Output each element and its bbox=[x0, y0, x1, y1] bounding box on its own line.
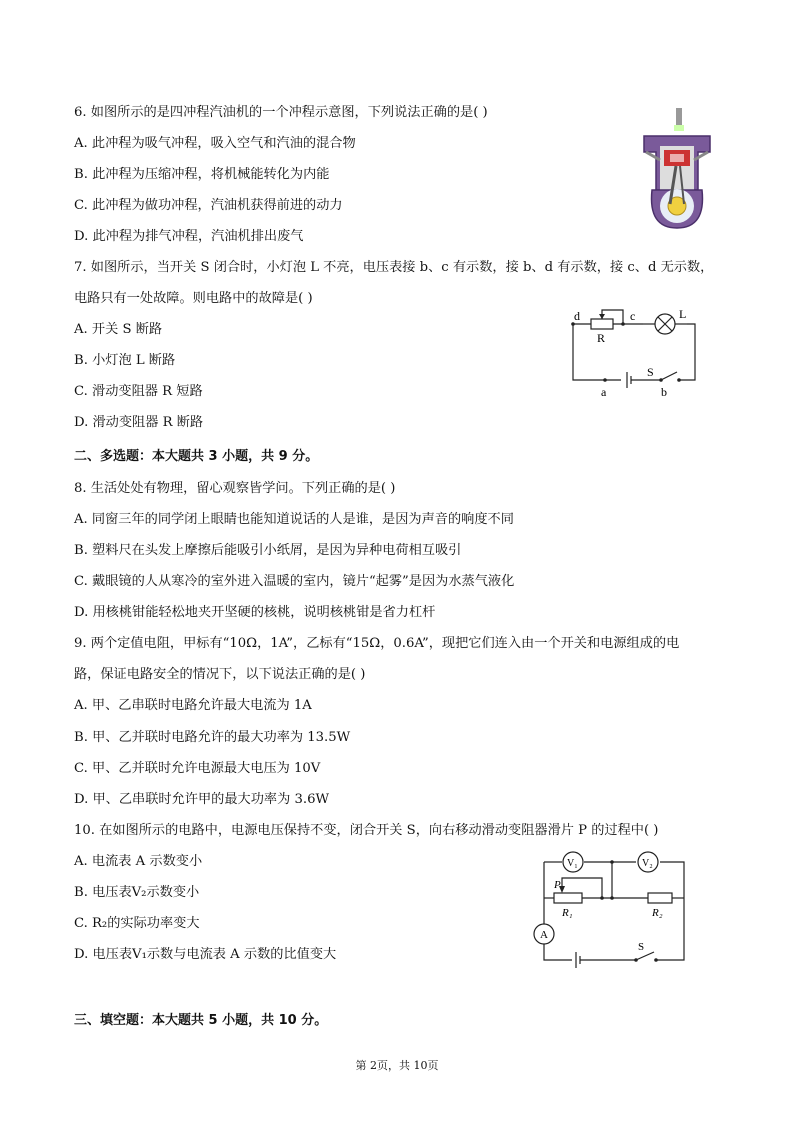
q9-stem-line2: 路，保证电路安全的情况下，以下说法正确的是( ) bbox=[74, 667, 366, 682]
q6-option-c: C. 此冲程为做功冲程，汽油机获得前进的动力 bbox=[74, 198, 343, 213]
q7-label-b: b bbox=[661, 385, 667, 399]
q9-option-b: B. 甲、乙并联时电路允许的最大功率为 13.5W bbox=[74, 730, 351, 745]
q9-option-d: D. 甲、乙串联时允许甲的最大功率为 3.6W bbox=[74, 792, 330, 807]
q7-label-s: S bbox=[647, 365, 654, 379]
q8-stem: 8. 生活处处有物理，留心观察皆学问。下列正确的是( ) bbox=[74, 481, 396, 496]
q9-stem-line1: 9. 两个定值电阻，甲标有“10Ω，1A”，乙标有“15Ω，0.6A”，现把它们连入由一个开关和电源组成的电 bbox=[74, 636, 680, 651]
q8-option-c: C. 戴眼镜的人从寒冷的室外进入温暖的室内，镜片“起雾”是因为水蒸气液化 bbox=[74, 574, 515, 589]
section3-heading: 三、填空题：本大题共 5 小题，共 10 分。 bbox=[74, 1013, 328, 1028]
q7-label-a: a bbox=[601, 385, 607, 399]
q7-stem-line1: 7. 如图所示，当开关 S 闭合时，小灯泡 L 不亮，电压表接 b、c 有示数，接 b、d 有示数，接 c、d 无示数， bbox=[74, 260, 714, 275]
q7-label-l: L bbox=[679, 307, 687, 321]
q9-option-c: C. 甲、乙并联时允许电源最大电压为 10V bbox=[74, 761, 321, 776]
q7-option-c: C. 滑动变阻器 R 短路 bbox=[74, 384, 203, 399]
q9-option-a: A. 甲、乙串联时电路允许最大电流为 1A bbox=[74, 698, 312, 713]
q6-option-b: B. 此冲程为压缩冲程，将机械能转化为内能 bbox=[74, 167, 330, 182]
q10-option-d: D. 电压表V₁示数与电流表 A 示数的比值变大 bbox=[74, 947, 337, 962]
q7-option-a: A. 开关 S 断路 bbox=[74, 322, 163, 337]
q10-stem: 10. 在如图所示的电路中，电源电压保持不变，闭合开关 S，向右移动滑动变阻器滑片 P 的过程中( ) bbox=[74, 823, 659, 838]
q7-option-b: B. 小灯泡 L 断路 bbox=[74, 353, 176, 368]
q10-option-b: B. 电压表V₂示数变小 bbox=[74, 885, 200, 900]
q7-stem-line2: 电路只有一处故障。则电路中的故障是( ) bbox=[74, 291, 313, 306]
q10-label-r1: R₁ bbox=[562, 907, 573, 919]
q10-label-v2: V₂ bbox=[642, 858, 653, 869]
q10-option-a: A. 电流表 A 示数变小 bbox=[74, 854, 203, 869]
q7-circuit-figure bbox=[565, 304, 705, 400]
q6-option-d: D. 此冲程为排气冲程，汽油机排出废气 bbox=[74, 229, 304, 244]
q10-label-r2: R₂ bbox=[652, 907, 663, 919]
q6-stem: 6. 如图所示的是四冲程汽油机的一个冲程示意图，下列说法正确的是( ) bbox=[74, 105, 488, 120]
q10-label-s: S bbox=[638, 941, 645, 953]
q10-label-p: P bbox=[554, 879, 561, 891]
q8-option-d: D. 用核桃钳能轻松地夹开坚硬的核桃，说明核桃钳是省力杠杆 bbox=[74, 605, 436, 620]
q8-option-a: A. 同窗三年的同学闭上眼睛也能知道说话的人是谁，是因为声音的响度不同 bbox=[74, 512, 514, 527]
q7-label-c: c bbox=[630, 309, 636, 323]
q6-option-a: A. 此冲程为吸气冲程，吸入空气和汽油的混合物 bbox=[74, 136, 356, 151]
section2-heading: 二、多选题：本大题共 3 小题，共 9 分。 bbox=[74, 449, 319, 464]
q7-label-r: R bbox=[597, 331, 606, 345]
q10-label-v1: V₁ bbox=[567, 858, 578, 869]
page-footer: 第 2页，共 10页 bbox=[355, 1059, 439, 1072]
q10-circuit-figure bbox=[528, 848, 692, 972]
q8-option-b: B. 塑料尺在头发上摩擦后能吸引小纸屑，是因为异种电荷相互吸引 bbox=[74, 543, 462, 558]
q7-option-d: D. 滑动变阻器 R 断路 bbox=[74, 415, 204, 430]
q7-label-d: d bbox=[574, 309, 580, 323]
engine-stroke-figure bbox=[640, 108, 714, 232]
q10-option-c: C. R₂的实际功率变大 bbox=[74, 916, 200, 931]
q10-label-a: A bbox=[540, 929, 548, 941]
